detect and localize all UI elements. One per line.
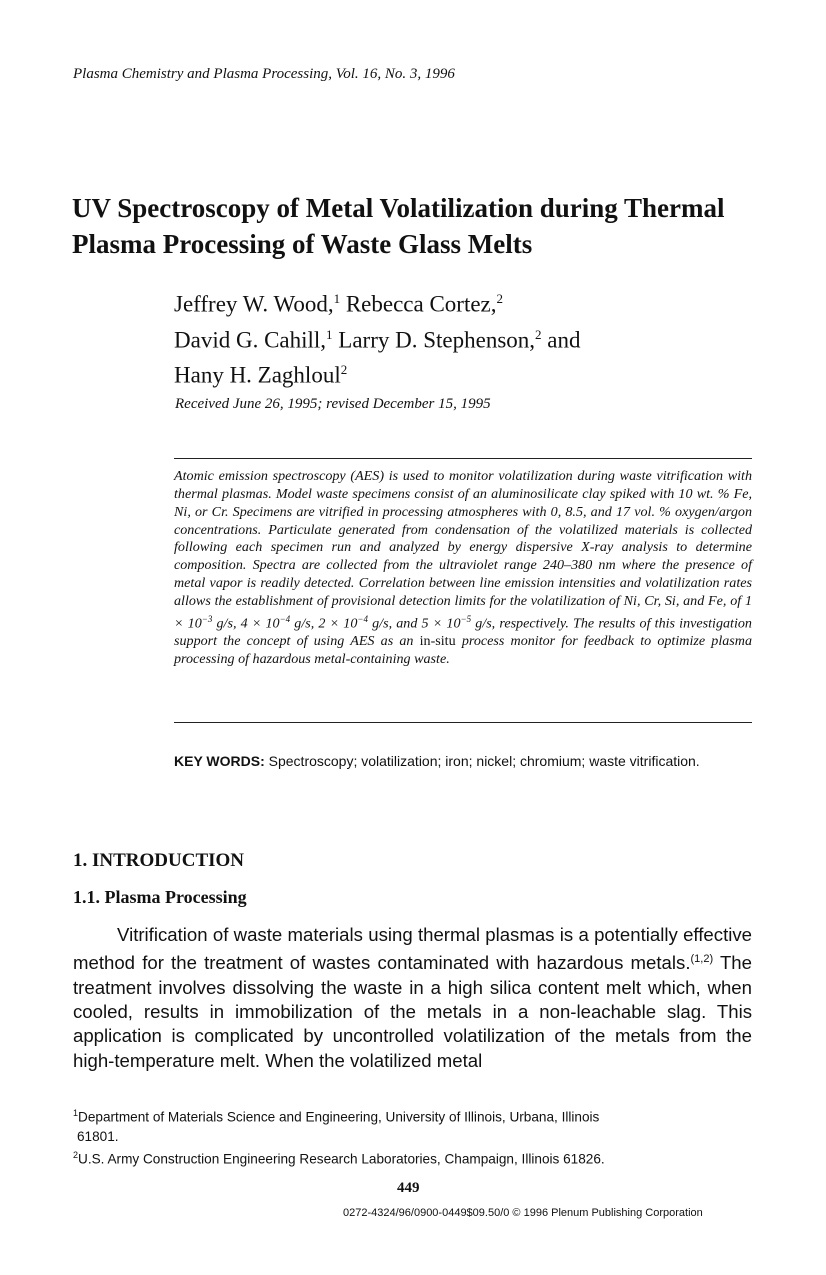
subsection-heading: 1.1. Plasma Processing: [73, 887, 247, 907]
footnote-2: [73, 1146, 753, 1169]
author-conjunction: and: [541, 327, 581, 353]
keywords-text: Spectroscopy; volatilization; iron; nickel; chromium; waste vitrification.: [264, 753, 700, 769]
insitu-term: in-situ: [419, 633, 456, 650]
affiliation-marker: 2: [535, 326, 542, 342]
received-dates: Received June 26, 1995; revised December 15, 1995: [175, 396, 491, 412]
body-text: The treatment involves dissolving the waste in a high silica content melt which, when cooled, results in immobilization of the metals in a non-leachable slag. This application is complicated by uncontrolled volatilization of the metals from the high-temperature melt. When the volatilized metal: [73, 952, 752, 1071]
abstract-text: g/s, respectively. The results of this investigation support the concept of using AES as an: [174, 615, 752, 650]
exponent: −4: [279, 613, 291, 624]
abstract-bottom-rule: [174, 722, 752, 723]
affiliation-marker: 2: [340, 362, 348, 378]
affiliation-marker: 2: [496, 291, 504, 306]
affiliation-marker: 1: [333, 291, 341, 306]
author-name: Larry D. Stephenson,: [332, 327, 536, 353]
footnote-1-continued: 61801.: [77, 1128, 119, 1144]
exponent: −4: [357, 613, 368, 624]
footnote-marker: 1: [73, 1108, 79, 1118]
author-name: Rebecca Cortez,: [340, 291, 497, 317]
body-text: Vitrification of waste materials using thermal plasmas is a potentially effective method for the treatment of wastes contaminated with hazardous metals.: [73, 924, 752, 974]
affiliation-marker: 1: [326, 326, 333, 342]
page-number: 449: [397, 1180, 420, 1196]
abstract-text: g/s, 4 × 10: [212, 615, 280, 632]
abstract: [174, 468, 752, 669]
footnote-text: U.S. Army Construction Engineering Research Laboratories, Champaign, Illinois 61826.: [78, 1151, 605, 1167]
abstract-top-rule: [174, 458, 752, 459]
author-name: Hany H. Zaghloul: [174, 362, 341, 388]
copyright-line: 0272-4324/96/0900-0449$09.50/0 © 1996 Plenum Publishing Corporation: [343, 1207, 703, 1219]
author-name: David G. Cahill,: [174, 327, 327, 353]
section-heading: 1. INTRODUCTION: [73, 850, 245, 871]
exponent: −3: [201, 613, 213, 624]
citation-ref: (1,2): [690, 953, 714, 966]
footnote-1: [73, 1104, 753, 1127]
abstract-text: process monitor for feedback to optimize plasma processing of hazardous metal-containing waste.: [174, 633, 752, 668]
keywords-label: KEY WORDS:: [174, 753, 265, 769]
footnote-marker: 2: [73, 1149, 79, 1160]
footnotes: [73, 1104, 753, 1168]
journal-header: Plasma Chemistry and Plasma Processing, Vol. 16, No. 3, 1996: [73, 66, 455, 82]
abstract-text: Atomic emission spectroscopy (AES) is used to monitor volatilization during waste vitrification with thermal plasmas. Model waste specimens consist of an aluminosilicate clay spiked with 10 wt. % Fe, Ni, or Cr. Specimens are vitrified in processing atmospheres with 0, 8.5, and 17 vol. % oxygen/argon concentrations. Particulate generated from condensation of the volatilized materials is collected following each specimen run and analyzed by energy dispersive X-ray analysis to determine composition. Spectra are collected from the ultraviolet range 240–380 nm where the presence of metal vapor is readily detected. Correlation between line emission intensities and volatilization rates allows the establishment of provisional detection limits for the volatilization of Ni, Cr, Si, and Fe, of 1 × 10: [174, 468, 752, 632]
author-list: [174, 284, 794, 391]
footnote-text: Department of Materials Science and Engineering, University of Illinois, Urbana, Illinois: [78, 1109, 600, 1125]
body-paragraph: [73, 923, 752, 1073]
abstract-text: g/s, and 5 × 10: [367, 615, 461, 632]
keywords: [174, 752, 752, 771]
paper-title: UV Spectroscopy of Metal Volatilization during Thermal Plasma Processing of Waste Glass Melts: [72, 193, 725, 259]
author-name: Jeffrey W. Wood,: [174, 291, 334, 317]
exponent: −5: [460, 613, 472, 624]
abstract-text: g/s, 2 × 10: [290, 615, 358, 632]
